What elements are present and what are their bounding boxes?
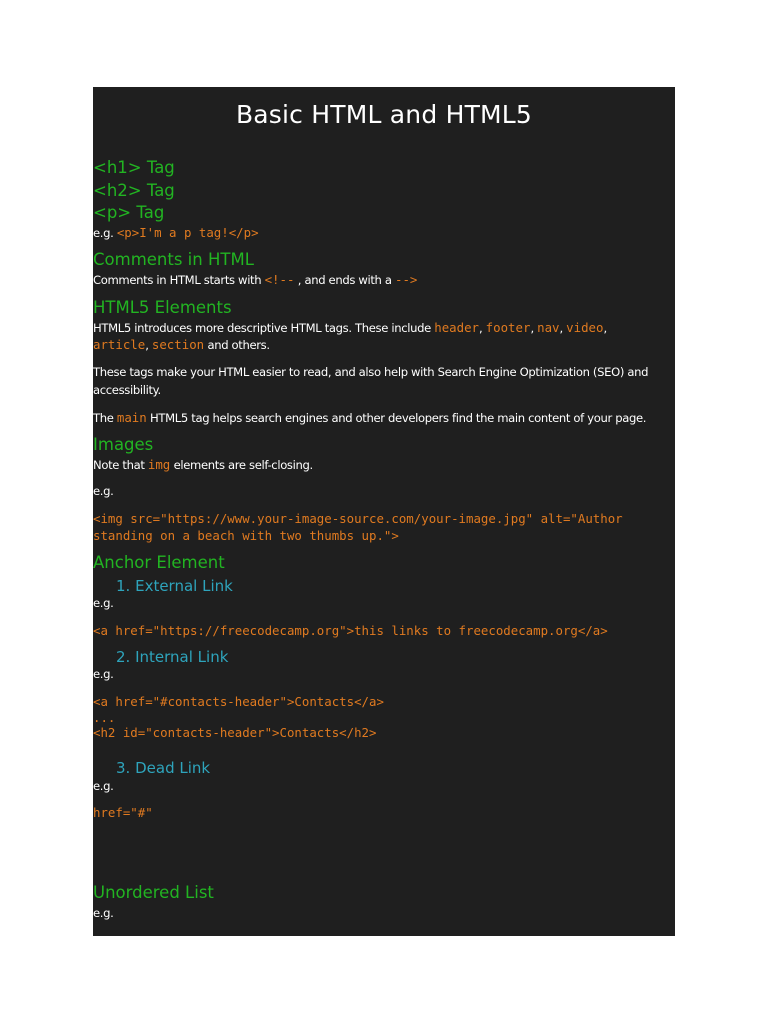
separator: , [603, 321, 607, 335]
images-note-part: Note that [93, 458, 148, 472]
comments-text-part: , and ends with a [294, 273, 395, 287]
images-code-line-2: standing on a beach with two thumbs up."> [93, 528, 399, 543]
html5-tag-section: section [151, 337, 205, 352]
images-eg-label: e.g. [93, 484, 114, 498]
heading-unordered-list: Unordered List [93, 883, 214, 902]
heading-anchor-element: Anchor Element [93, 553, 225, 572]
heading-comments: Comments in HTML [93, 250, 254, 269]
heading-p-tag: <p> Tag [93, 203, 165, 222]
html5-para-2-line-2: accessibility. [93, 383, 161, 397]
document-page [93, 87, 675, 936]
eg-label: e.g. [93, 226, 117, 240]
list-item-label: Dead Link [135, 759, 211, 777]
comments-text-part: Comments in HTML starts with [93, 273, 265, 287]
anchor-eg-3: e.g. [93, 779, 114, 793]
list-number: 2. [116, 648, 131, 666]
html5-tag-video: video [566, 320, 604, 335]
list-number: 3. [116, 759, 131, 777]
anchor-code-2-line-2: ... [93, 710, 116, 725]
comments-text [93, 272, 417, 287]
html5-para-3-part: The [93, 411, 117, 425]
html5-tag-nav: nav [537, 320, 560, 335]
html5-para-2-line-1: These tags make your HTML easier to read, and also help with Search Engine Optimization (SEO) and [93, 365, 649, 379]
list-item-label: External Link [135, 577, 233, 595]
page-title: Basic HTML and HTML5 [235, 100, 533, 129]
unordered-eg: e.g. [93, 906, 114, 920]
list-item-label: Internal Link [135, 648, 229, 666]
heading-h2-tag: <h2> Tag [93, 181, 175, 200]
images-note [93, 457, 313, 472]
separator: , [479, 321, 486, 335]
heading-html5-elements: HTML5 Elements [93, 298, 232, 317]
html5-text-part: and others. [204, 338, 270, 352]
html5-para-3-part: HTML5 tag helps search engines and other developers find the main content of your page. [146, 411, 647, 425]
html5-text-part: HTML5 introduces more descriptive HTML tags. These include [93, 321, 435, 335]
anchor-eg-2: e.g. [93, 667, 114, 681]
images-note-part: elements are self-closing. [170, 458, 313, 472]
comment-open-code: <!-- [264, 272, 295, 287]
img-tag-code: img [147, 457, 171, 472]
html5-para-3 [93, 410, 646, 425]
p-tag-example [93, 225, 259, 240]
html5-tag-article: article [93, 337, 146, 352]
heading-h1-tag: <h1> Tag [93, 158, 175, 177]
html5-tag-footer: footer [485, 320, 531, 335]
anchor-item-internal [116, 648, 228, 666]
html5-tag-main: main [116, 410, 147, 425]
html5-tag-header: header [434, 320, 479, 335]
list-number: 1. [116, 577, 131, 595]
separator: , [530, 321, 538, 335]
separator: , [559, 321, 567, 335]
p-tag-example-code: <p>I'm a p tag!</p> [116, 225, 259, 240]
anchor-code-2-line-1: <a href="#contacts-header">Contacts</a> [93, 694, 384, 709]
comment-close-code: --> [394, 272, 418, 287]
anchor-code-3: href="#" [93, 805, 153, 820]
heading-images: Images [93, 435, 154, 454]
separator: , [145, 338, 152, 352]
anchor-item-external [116, 577, 233, 595]
images-code-line-1: <img src="https://www.your-image-source.com/your-image.jpg" alt="Author [93, 511, 623, 526]
anchor-code-1: <a href="https://freecodecamp.org">this links to freecodecamp.org</a> [93, 623, 608, 638]
html5-text-line-1 [93, 320, 607, 335]
anchor-code-2-line-3: <h2 id="contacts-header">Contacts</h2> [93, 725, 377, 740]
anchor-eg-1: e.g. [93, 596, 114, 610]
anchor-item-dead [116, 759, 210, 777]
html5-text-line-2 [93, 337, 270, 352]
